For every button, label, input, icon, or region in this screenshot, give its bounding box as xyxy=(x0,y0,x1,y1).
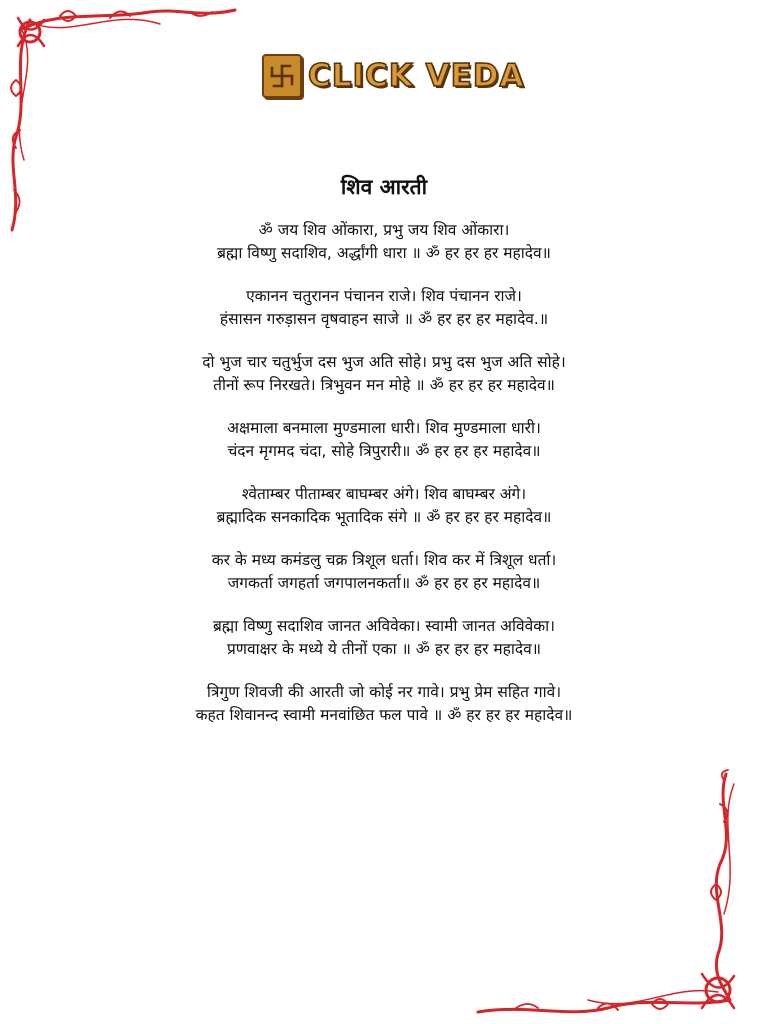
stanza-2 xyxy=(40,285,728,351)
stanza-line: श्वेताम्बर पीताम्बर बाघम्बर अंगे। शिव बाघम्बर अंगे। xyxy=(241,485,527,503)
stanza-line: कर के मध्य कमंडलु चक्र त्रिशूल धर्ता। शिव कर में त्रिशूल धर्ता। xyxy=(211,551,557,569)
stanza-line: हंसासन गरुड़ासन वृषवाहन साजे ॥ ॐ हर हर हर महादेव.॥ xyxy=(219,310,549,328)
stanza-line: जगकर्ता जगहर्ता जगपालनकर्ता॥ ॐ हर हर हर महादेव॥ xyxy=(227,574,541,592)
swastik-book-icon xyxy=(262,54,302,98)
stanza-line: तीनों रूप निरखते। त्रिभुवन मन मोहे ॥ ॐ हर हर हर महादेव॥ xyxy=(213,376,555,394)
stanza-line: त्रिगुण शिवजी की आरती जो कोई नर गावे। प्रभु प्रेम सहित गावे। xyxy=(206,683,562,701)
stanza-line: ब्रह्मा विष्णु सदाशिव, अर्द्धांगी धारा ॥ ॐ हर हर हर महादेव॥ xyxy=(217,244,551,262)
stanza-line: ब्रह्मादिक सनकादिक भूतादिक संगे ॥ ॐ हर हर हर महादेव॥ xyxy=(216,508,552,526)
stanza-line: कहत शिवानन्द स्वामी मनवांछित फल पावे ॥ ॐ हर हर हर महादेव॥ xyxy=(195,706,573,724)
corner-ornament-bottom-right xyxy=(468,764,768,1024)
stanza-1 xyxy=(40,219,728,285)
stanza-3 xyxy=(40,351,728,417)
stanza-line: दो भुज चार चतुर्भुज दस भुज अति सोहे। प्रभु दस भुज अति सोहे। xyxy=(202,353,566,371)
stanza-line: चंदन मृगमद चंदा, सोहे त्रिपुरारी॥ ॐ हर हर हर महादेव॥ xyxy=(227,442,541,460)
stanza-4 xyxy=(40,417,728,483)
stanza-line: ॐ जय शिव ओंकारा, प्रभु जय शिव ओंकारा। xyxy=(258,221,510,239)
stanza-8 xyxy=(40,681,728,747)
aarti-text xyxy=(40,219,728,747)
stanza-line: प्रणवाक्षर के मध्ये ये तीनों एका ॥ ॐ हर हर हर महादेव॥ xyxy=(226,640,542,658)
stanza-line: ब्रह्मा विष्णु सदाशिव जानत अविवेका। स्वामी जानत अविवेका। xyxy=(212,617,556,635)
click-veda-logo xyxy=(262,54,525,98)
logo-text: CLICK VEDA xyxy=(308,58,525,94)
stanza-line: अक्षमाला बनमाला मुण्डमाला धारी। शिव मुण्डमाला धारी। xyxy=(227,419,541,437)
stanza-5 xyxy=(40,483,728,549)
stanza-line: एकानन चतुरानन पंचानन राजे। शिव पंचानन राजे। xyxy=(246,287,522,305)
stanza-7 xyxy=(40,615,728,681)
corner-ornament-top-left xyxy=(0,0,240,240)
stanza-6 xyxy=(40,549,728,615)
page-title: शिव आरती xyxy=(340,175,428,199)
